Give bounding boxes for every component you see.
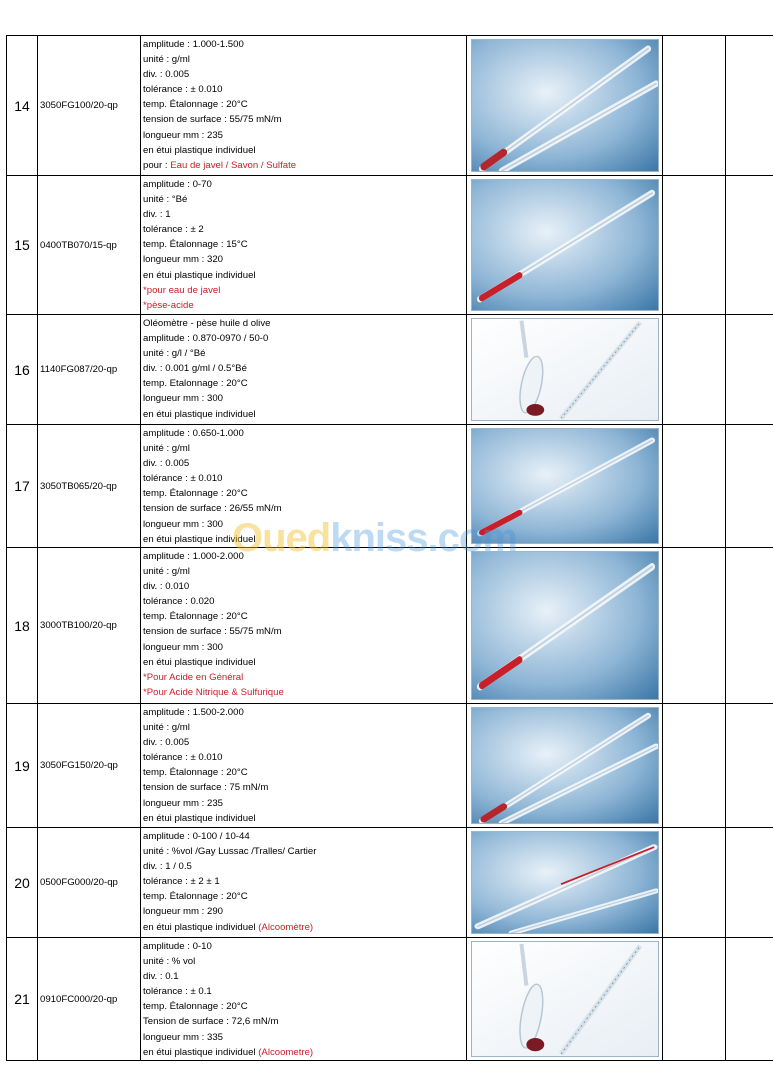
spec-line <box>143 177 466 192</box>
spec-text: tolérance : ± 0.010 <box>143 752 223 764</box>
spec-line <box>143 471 466 486</box>
spec-text: tolérance : ± 2 ± 1 <box>143 876 220 888</box>
spec-text: unité : g/l / °Bé <box>143 348 206 360</box>
spec-line <box>143 486 466 501</box>
empty-cell <box>662 704 725 827</box>
row-number: 14 <box>6 36 37 175</box>
spec-highlight: *pour eau de javel <box>143 284 221 296</box>
spec-line <box>143 705 466 720</box>
spec-text: amplitude : 1.500-2.000 <box>143 707 244 718</box>
spec-highlight: *Pour Acide Nitrique & Sulfurique <box>143 686 284 698</box>
spec-highlight: (Alcoometre) <box>258 1046 314 1058</box>
empty-cell <box>725 315 773 424</box>
product-specs <box>140 828 466 937</box>
spec-text: longueur mm : 335 <box>143 1031 223 1043</box>
spec-text: longueur mm : 290 <box>143 906 223 918</box>
spec-line <box>143 283 466 298</box>
spec-text: en étui plastique individuel <box>143 921 259 933</box>
spec-line <box>143 549 466 564</box>
spec-line <box>143 750 466 765</box>
spec-line <box>143 252 466 267</box>
spec-text: temp. Étalonnage : 15°C <box>143 239 248 251</box>
product-reference: 3050FG100/20-qp <box>37 36 140 175</box>
spec-line <box>143 685 466 700</box>
spec-line <box>143 765 466 780</box>
spec-text: tension de surface : 26/55 mN/m <box>143 503 282 515</box>
spec-text: amplitude : 1.000-2.000 <box>143 551 244 562</box>
spec-text: unité : g/ml <box>143 722 190 734</box>
spec-line <box>143 391 466 406</box>
spec-text: Oléomètre - pèse huile d olive <box>143 318 271 329</box>
spec-text: longueur mm : 300 <box>143 641 223 653</box>
empty-cell <box>725 704 773 827</box>
spec-text: amplitude : 0-10 <box>143 941 212 952</box>
spec-text: Tension de surface : 72,6 mN/m <box>143 1016 279 1028</box>
spec-line <box>143 579 466 594</box>
spec-line <box>143 670 466 685</box>
spec-line <box>143 999 466 1014</box>
spec-highlight: *Pour Acide en Général <box>143 671 244 683</box>
hydrometer-photo <box>471 707 659 824</box>
spec-text: en étui plastique individuel <box>143 269 256 281</box>
empty-cell <box>662 425 725 547</box>
spec-highlight: (Alcoomètre) <box>258 921 314 933</box>
hydrometer-photo <box>471 428 659 544</box>
product-specs <box>140 938 466 1060</box>
spec-text: tension de surface : 75 mN/m <box>143 782 269 794</box>
spec-line <box>143 969 466 984</box>
spec-text: tolérance : ± 2 <box>143 224 204 236</box>
empty-cell <box>662 828 725 937</box>
spec-text: en étui plastique individuel <box>143 812 256 824</box>
spec-text: en étui plastique individuel <box>143 656 256 668</box>
spec-text: longueur mm : 320 <box>143 254 223 266</box>
table-row <box>6 703 773 827</box>
spec-text: longueur mm : 300 <box>143 393 223 405</box>
empty-cell <box>725 548 773 703</box>
spec-line <box>143 128 466 143</box>
spec-line <box>143 97 466 112</box>
spec-text: amplitude : 0-100 / 10-44 <box>143 831 250 842</box>
product-specs <box>140 704 466 827</box>
spec-text: unité : %vol /Gay Lussac /Tralles/ Cartier <box>143 846 317 858</box>
spec-text: div. : 1 / 0.5 <box>143 861 192 873</box>
spec-line <box>143 735 466 750</box>
spec-text: div. : 1 <box>143 209 171 221</box>
spec-line <box>143 331 466 346</box>
spec-line <box>143 904 466 919</box>
spec-text: en étui plastique individuel <box>143 408 256 420</box>
product-specs <box>140 315 466 424</box>
spec-text: div. : 0.005 <box>143 458 190 470</box>
spec-line <box>143 859 466 874</box>
spec-line <box>143 1014 466 1029</box>
spec-text: unité : g/ml <box>143 566 190 578</box>
spec-text: longueur mm : 235 <box>143 797 223 809</box>
product-reference: 3000TB100/20-qp <box>37 548 140 703</box>
spec-text: div. : 0.010 <box>143 581 190 593</box>
spec-text: temp. Etalonnage : 20°C <box>143 378 248 390</box>
table-row <box>6 424 773 547</box>
alcoholmeter-photo <box>471 831 659 934</box>
spec-line <box>143 796 466 811</box>
row-number: 15 <box>6 176 37 314</box>
spec-text: longueur mm : 235 <box>143 129 223 141</box>
spec-text: unité : g/ml <box>143 443 190 455</box>
spec-text: unité : °Bé <box>143 194 188 206</box>
spec-line <box>143 316 466 331</box>
product-reference: 1140FG087/20-qp <box>37 315 140 424</box>
spec-text: tension de surface : 55/75 mN/m <box>143 626 282 638</box>
spec-line <box>143 501 466 516</box>
spec-text: amplitude : 0-70 <box>143 179 212 190</box>
spec-text: tolérance : 0.020 <box>143 596 215 608</box>
empty-cell <box>662 176 725 314</box>
spec-text: amplitude : 1.000-1.500 <box>143 39 244 50</box>
spec-line <box>143 207 466 222</box>
spec-highlight: Eau de javel / Savon / Sulfate <box>170 159 297 171</box>
product-reference: 0500FG000/20-qp <box>37 828 140 937</box>
spec-line <box>143 441 466 456</box>
spec-line <box>143 564 466 579</box>
spec-line <box>143 192 466 207</box>
spec-text: pour : <box>143 159 171 171</box>
spec-line <box>143 112 466 127</box>
row-number: 21 <box>6 938 37 1060</box>
empty-cell <box>662 315 725 424</box>
spec-line <box>143 532 466 547</box>
spec-line <box>143 939 466 954</box>
product-image-cell <box>466 176 662 314</box>
spec-line <box>143 456 466 471</box>
spec-line <box>143 237 466 252</box>
empty-cell <box>725 828 773 937</box>
product-reference: 0400TB070/15-qp <box>37 176 140 314</box>
empty-cell <box>725 425 773 547</box>
spec-line <box>143 984 466 999</box>
row-number: 16 <box>6 315 37 424</box>
spec-text: unité : % vol <box>143 956 196 968</box>
spec-text: div. : 0.1 <box>143 971 179 983</box>
table-row <box>6 547 773 703</box>
spec-text: tolérance : ± 0.010 <box>143 473 223 485</box>
spec-line <box>143 624 466 639</box>
spec-line <box>143 346 466 361</box>
spec-line <box>143 1045 466 1060</box>
spec-text: temp. Étalonnage : 20°C <box>143 767 248 779</box>
spec-text: temp. Étalonnage : 20°C <box>143 1001 248 1013</box>
spec-text: tolérance : ± 0.1 <box>143 986 212 998</box>
spec-line <box>143 811 466 826</box>
spec-line <box>143 426 466 441</box>
spec-line <box>143 920 466 935</box>
table-row <box>6 35 773 175</box>
spec-line <box>143 517 466 532</box>
spec-line <box>143 655 466 670</box>
spec-text: div. : 0.005 <box>143 737 190 749</box>
empty-cell <box>725 176 773 314</box>
row-number: 17 <box>6 425 37 547</box>
product-image-cell <box>466 36 662 175</box>
hydrometer-photo <box>471 179 659 311</box>
spec-line <box>143 889 466 904</box>
hydrometer-photo <box>471 39 659 172</box>
spec-line <box>143 361 466 376</box>
oleometer-photo <box>471 318 659 421</box>
row-number: 20 <box>6 828 37 937</box>
spec-text: en étui plastique individuel <box>143 144 256 156</box>
spec-line <box>143 609 466 624</box>
spec-line <box>143 268 466 283</box>
product-specs <box>140 425 466 547</box>
spec-line <box>143 143 466 158</box>
spec-line <box>143 1030 466 1045</box>
spec-text: unité : g/ml <box>143 54 190 66</box>
table-row <box>6 314 773 424</box>
empty-cell <box>725 938 773 1060</box>
alcoholmeter-photo <box>471 941 659 1057</box>
product-specs <box>140 176 466 314</box>
spec-text: amplitude : 0.870-0970 / 50-0 <box>143 333 269 345</box>
spec-line <box>143 954 466 969</box>
spec-text: temp. Étalonnage : 20°C <box>143 611 248 623</box>
spec-line <box>143 780 466 795</box>
spec-text: temp. Étalonnage : 20°C <box>143 488 248 500</box>
spec-text: en étui plastique individuel <box>143 1046 259 1058</box>
spec-text: div. : 0.005 <box>143 69 190 81</box>
spec-text: temp. Étalonnage : 20°C <box>143 99 248 111</box>
product-reference: 0910FC000/20-qp <box>37 938 140 1060</box>
table-row <box>6 175 773 314</box>
product-image-cell <box>466 704 662 827</box>
product-specs <box>140 36 466 175</box>
product-image-cell <box>466 425 662 547</box>
spec-line <box>143 298 466 313</box>
spec-highlight: *pèse-acide <box>143 299 194 311</box>
empty-cell <box>662 938 725 1060</box>
spec-line <box>143 158 466 173</box>
hydrometer-photo <box>471 551 659 700</box>
spec-text: tension de surface : 55/75 mN/m <box>143 114 282 126</box>
spec-line <box>143 720 466 735</box>
spec-line <box>143 844 466 859</box>
empty-cell <box>662 36 725 175</box>
spec-text: div. : 0.001 g/ml / 0.5°Bé <box>143 363 247 375</box>
product-image-cell <box>466 828 662 937</box>
product-image-cell <box>466 938 662 1060</box>
spec-line <box>143 640 466 655</box>
row-number: 18 <box>6 548 37 703</box>
empty-cell <box>662 548 725 703</box>
spec-line <box>143 222 466 237</box>
spec-text: en étui plastique individuel <box>143 533 256 545</box>
spec-line <box>143 67 466 82</box>
spec-text: longueur mm : 300 <box>143 518 223 530</box>
product-specs <box>140 548 466 703</box>
row-number: 19 <box>6 704 37 827</box>
spec-line <box>143 407 466 422</box>
spec-text: tolérance : ± 0.010 <box>143 84 223 96</box>
empty-cell <box>725 36 773 175</box>
product-image-cell <box>466 315 662 424</box>
watermark: Ouedkniss.com <box>232 516 517 560</box>
spec-line <box>143 829 466 844</box>
product-reference: 3050FG150/20-qp <box>37 704 140 827</box>
spec-text: temp. Étalonnage : 20°C <box>143 891 248 903</box>
spec-line <box>143 52 466 67</box>
spec-line <box>143 874 466 889</box>
table-row <box>6 827 773 937</box>
spec-line <box>143 594 466 609</box>
spec-line <box>143 82 466 97</box>
spec-line <box>143 37 466 52</box>
spec-line <box>143 376 466 391</box>
product-reference: 3050TB065/20-qp <box>37 425 140 547</box>
table-row <box>6 937 773 1061</box>
product-image-cell <box>466 548 662 703</box>
spec-text: amplitude : 0.650-1.000 <box>143 428 244 439</box>
